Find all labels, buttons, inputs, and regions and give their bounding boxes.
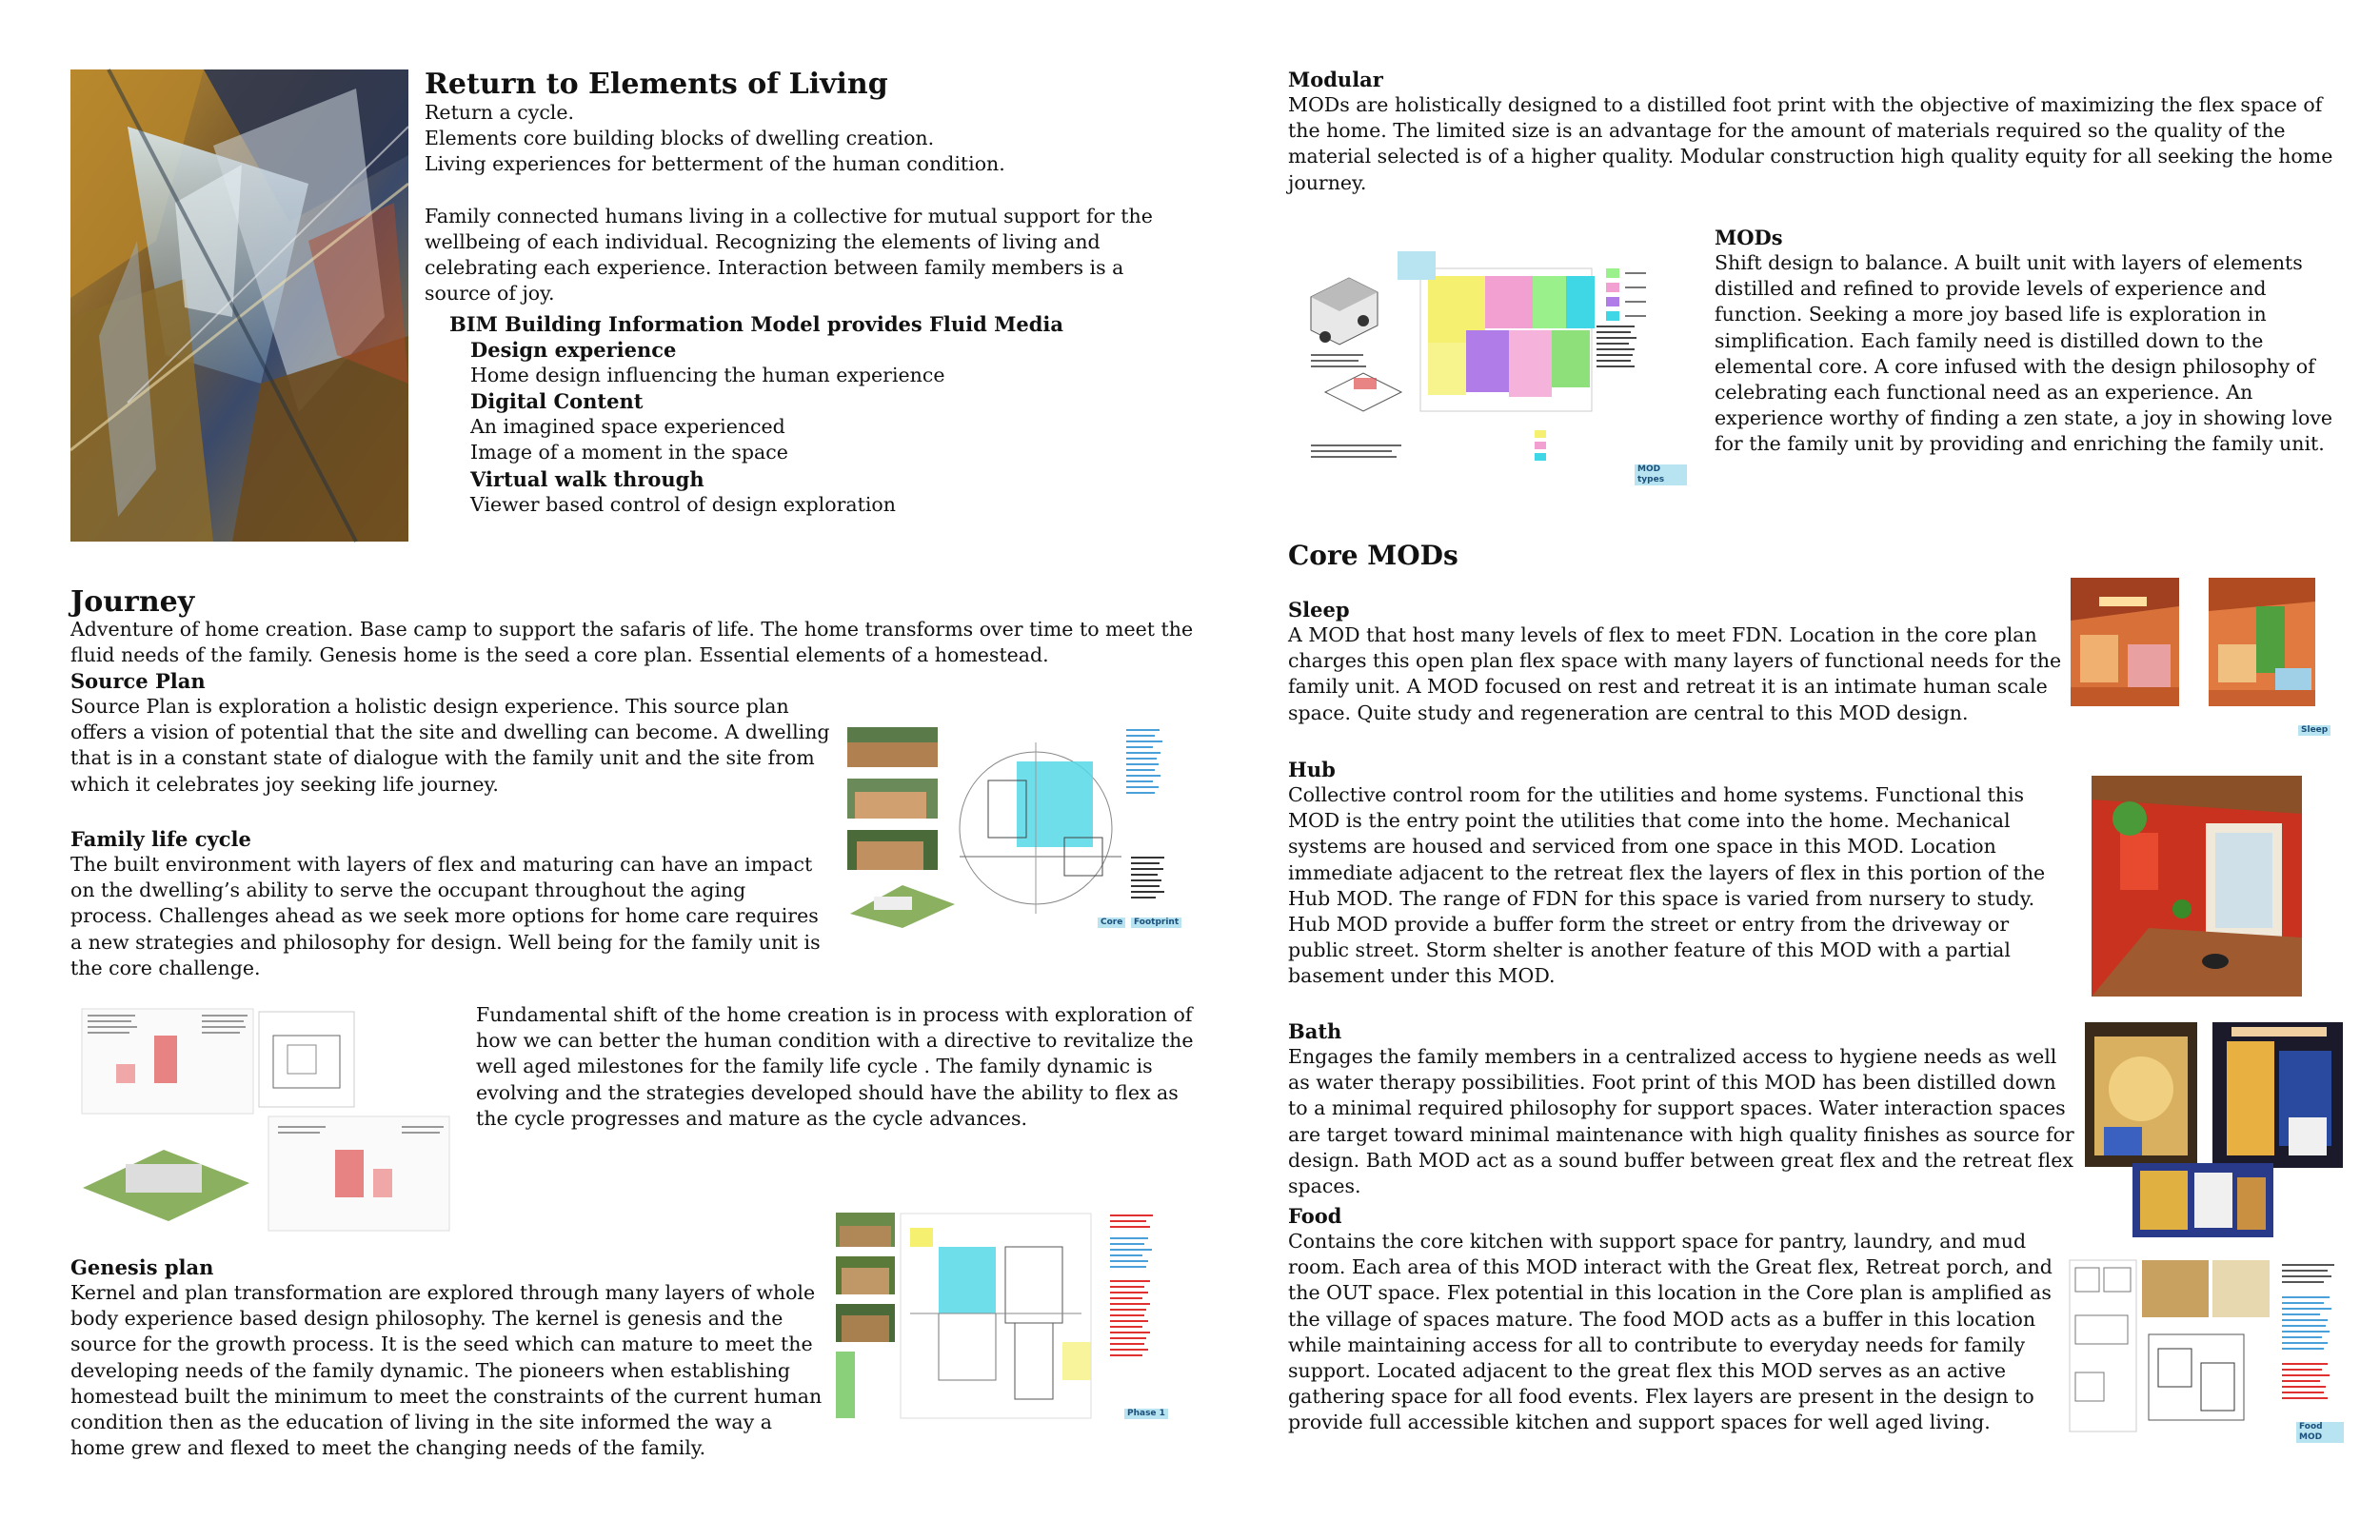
hub-text: Collective control room for the utilities and home systems. Functional this MOD is the entry point the utilities that come into the home. Mechanical systems are housed and serviced from one space in this MOD. Location immediate adjacent to the retreat flex the layers of flex in this portion of the Hub MOD. The range of FDN for this space is varied from nursery to study. Hub MOD provide a buffer form the street or entry from the driveway or public street. Storm shelter is another feature of this MOD with a partial basement under this MOD. <box>1288 783 2046 988</box>
mod-types-figure <box>1306 240 1687 484</box>
elements-title: Return to Elements of Living <box>425 68 888 101</box>
phase-tag: Phase 1 <box>1124 1409 1168 1419</box>
family-life-cycle-text: The built environment with layers of flex and maturing can have an impact on the dwelling’s ability to serve the occupant throughout the aging process. Challenges ahead as we seek more options for home care requires a new strategies and philosophy for design. Well being for the family unit is the core challenge. <box>70 853 821 979</box>
food-heading: Food <box>1288 1204 1342 1228</box>
hub-heading: Hub <box>1288 758 1336 781</box>
mod-types-tag: MOD types <box>1635 464 1687 485</box>
sleep-section <box>1288 597 2078 726</box>
sleep-text: A MOD that host many levels of flex to meet FDN. Location in the core plan charges this open plan flex space with many layers of functional needs for the family unit. A MOD focused on rest and retreat it is an intimate human scale space. Quite study and regeneration are central to this MOD design. <box>1288 623 2062 724</box>
sleep-tag: Sleep <box>2298 725 2330 736</box>
source-plan-heading: Source Plan <box>70 669 206 693</box>
genesis-text: Kernel and plan transformation are explored through many layers of whole body experience based design philosophy. The kernel is genesis and the source for the growth process. It is the seed which can mature to meet the developing needs of the family dynamic. The pioneers when establishing homestead built the minimum to meet the constraints of the current human condition then as the education of living in the site informed the way a home grew and flexed to meet the changing needs of the family. <box>70 1281 823 1460</box>
elements-line: Return a cycle. <box>425 101 575 124</box>
modular-text: MODs are holistically designed to a distilled foot print with the objective of maximizing the flex space of the home. The limited size is an advantage for the amount of materials required so the quality of the material selected is of a higher quality. Modular construction high quality equity for all seeking the home journey. <box>1288 93 2333 194</box>
bim-line: Viewer based control of design exploration <box>470 492 896 516</box>
food-section <box>1288 1203 2078 1436</box>
family-life-cycle-heading: Family life cycle <box>70 827 251 851</box>
journey-title: Journey <box>70 585 195 619</box>
core-tag: Core <box>1098 918 1125 928</box>
source-plan-text: Source Plan is exploration a holistic design experience. This source plan offers a vision of potential that the site and dwelling can become. A dwelling that is in a constant state of dialogue with the family unit and the site from which it celebrates joy seeking life journey. <box>70 695 830 796</box>
bim-line: Image of a moment in the space <box>470 441 788 464</box>
bath-render-2 <box>2212 1022 2343 1168</box>
genesis-section <box>70 1254 842 1461</box>
family-paragraph: Family connected humans living in a collective for mutual support for the wellbeing of each individual. Recognizing the elements of living and celebrating each experience. Interaction between family members is a source of joy. <box>425 204 1153 306</box>
bim-heading: Digital Content <box>470 389 644 414</box>
core-mods-title: Core MODs <box>1288 540 1458 571</box>
hub-render <box>2092 776 2302 997</box>
genesis-plan-figure <box>834 1209 1186 1423</box>
modular-heading: Modular <box>1288 68 1383 91</box>
mods-section <box>1715 225 2352 458</box>
bim-heading: Virtual walk through <box>470 466 704 491</box>
bath-render-3 <box>2132 1163 2273 1237</box>
source-plan-figure <box>845 723 1179 933</box>
food-plan-figure <box>2068 1258 2344 1442</box>
life-cycle-figure <box>78 1007 459 1235</box>
sleep-render-2 <box>2209 578 2315 706</box>
hub-section <box>1288 757 2069 990</box>
footprint-tag: Footprint <box>1131 918 1181 928</box>
modular-section <box>1288 67 2345 196</box>
food-text: Contains the core kitchen with support space for pantry, laundry, and mud room. Each area of this MOD interact with the Great flex, Retreat porch, and the OUT space. Flex potential in this location in the Core plan is amplified as the village of spaces mature. The food MOD acts as a buffer in this location while maintaining access for all to contribute to everyday needs for family support. Located adjacent to the great flex this MOD serves as an active gathering space for all food events. Flex layers are present in the design to provide full accessible kitchen and support spaces for well aged living. <box>1288 1230 2053 1434</box>
bim-line: Home design influencing the human experience <box>470 364 945 386</box>
abstract-artwork-image <box>70 69 408 542</box>
bim-section <box>425 311 1186 518</box>
bim-line: An imagined space experienced <box>470 415 785 439</box>
bath-section <box>1288 1018 2078 1199</box>
elements-intro <box>425 100 1186 306</box>
elements-line: Elements core building blocks of dwelling creation. <box>425 127 935 150</box>
sleep-render-1 <box>2071 578 2179 706</box>
bath-render-1 <box>2085 1022 2197 1167</box>
source-plan-section <box>70 668 832 798</box>
sleep-heading: Sleep <box>1288 598 1350 622</box>
elements-line: Living experiences for betterment of the human condition. <box>425 152 1005 176</box>
journey-intro: Adventure of home creation. Base camp to support the safaris of life. The home transforms over time to meet the fluid needs of the family. Genesis home is the seed a core plan. Essential elements of a homestead. <box>70 618 1194 667</box>
mods-heading: MODs <box>1715 226 1783 249</box>
bath-text: Engages the family members in a centralized access to hygiene needs as well as water therapy possibilities. Foot print of this MOD has been distilled down to a minimal required philosophy for support spaces. Water interaction spaces are target toward minimal maintenance with high quality finishes as source for design. Bath MOD act as a sound buffer between great flex and the retreat flex spaces. <box>1288 1045 2074 1198</box>
shift-paragraph: Fundamental shift of the home creation is in process with exploration of how we can better the human condition with a directive to revitalize the well aged milestones for the family life cycle . The family dynamic is evolving and the strategies developed should have the ability to flex as the cycle progresses and mature as the cycle advances. <box>476 1003 1194 1130</box>
genesis-heading: Genesis plan <box>70 1255 214 1279</box>
food-tag: Food MOD <box>2296 1422 2344 1443</box>
bath-heading: Bath <box>1288 1019 1342 1043</box>
family-life-cycle-section <box>70 826 832 981</box>
bim-title: BIM Building Information Model provides Fluid Media <box>449 312 1064 336</box>
mods-text: Shift design to balance. A built unit with layers of elements distilled and refined to provide levels of experience and function. Seeking a more joy based life is exploration in simplification. Each family need is distilled down to the elemental core. A core infused with the design philosophy of celebrating each functional need as an experience. An experience worthy of finding a zen state, a joy in showing love for the family unit by providing and enriching the family unit. <box>1715 251 2333 456</box>
bim-heading: Design experience <box>470 338 677 362</box>
